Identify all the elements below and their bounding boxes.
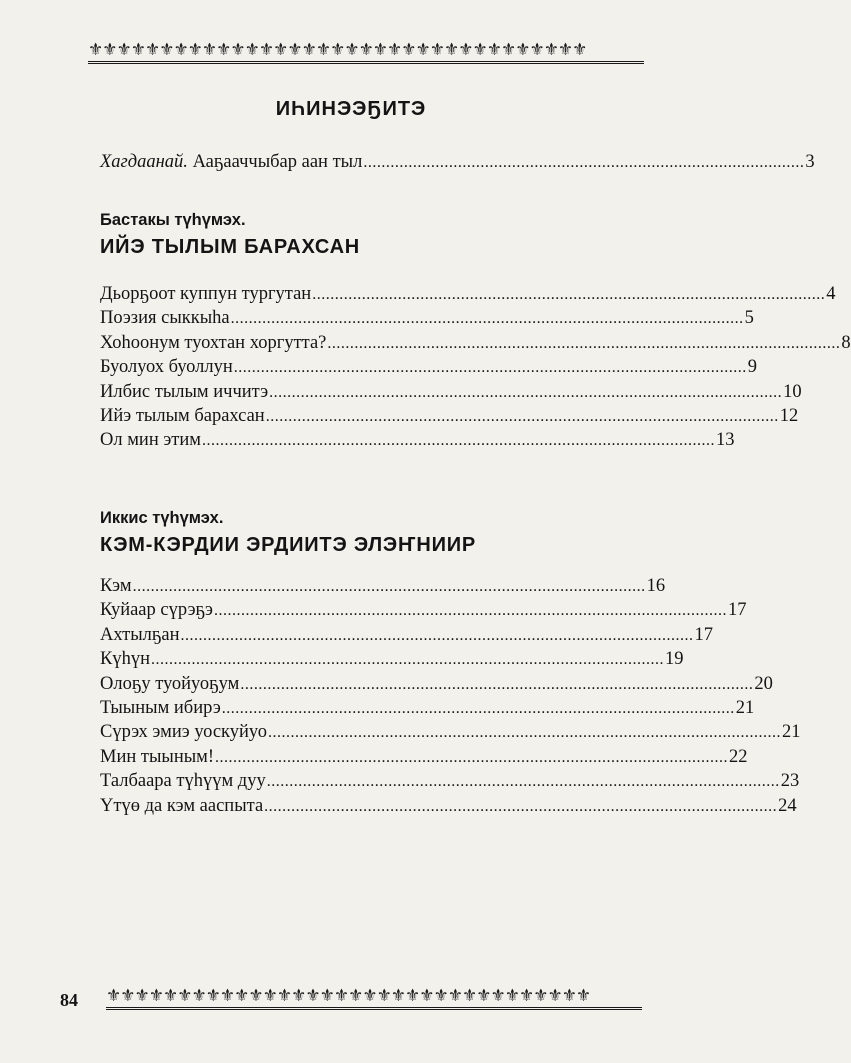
- toc-entry[interactable]: [100, 574, 666, 598]
- toc-entry-page: 23: [780, 771, 800, 792]
- toc-entry-label: Куйаар сүрэҕэ: [100, 600, 213, 621]
- toc-entry[interactable]: [100, 745, 748, 769]
- toc-entry-page: 13: [715, 430, 735, 451]
- toc-entry-label: Күһүн: [100, 649, 150, 670]
- leader-dots: ..................................................................................................................: [327, 334, 841, 352]
- part-1-label: Бастакы түһүмэх.: [100, 211, 246, 229]
- page-number: 84: [60, 990, 78, 1010]
- part-1-title: ИЙЭ ТЫЛЫМ БАРАХСАН: [100, 236, 361, 258]
- ornament-rule: [106, 1007, 642, 1010]
- toc-entry-page: 19: [665, 649, 684, 670]
- toc-entry[interactable]: [100, 428, 735, 452]
- leader-dots: ..................................................................................................................: [267, 724, 781, 742]
- toc-entry[interactable]: [100, 623, 714, 647]
- toc-entry-page: 12: [779, 405, 799, 426]
- toc-entry-page: 17: [727, 600, 747, 621]
- toc-entry-page: 10: [783, 381, 802, 402]
- toc-entry[interactable]: [100, 404, 799, 428]
- bottom-ornament-border: [106, 986, 642, 1012]
- toc-entry-label: Ийэ тылым барахсан: [100, 405, 265, 426]
- leader-dots: ..................................................................................................: [363, 154, 805, 171]
- toc-entry-page: 9: [747, 357, 758, 378]
- toc-entry[interactable]: [100, 720, 801, 744]
- toc-entry-page: 22: [729, 746, 748, 767]
- toc-entry-label: Мин тыыным!: [100, 746, 215, 767]
- toc-entry-page: 17: [694, 624, 714, 645]
- toc-entry[interactable]: [100, 696, 755, 720]
- toc-entry-page: 5: [744, 308, 754, 329]
- leader-dots: ..................................................................................................................: [221, 699, 735, 717]
- toc-entry-page: 16: [646, 576, 666, 596]
- page-title: ИҺИНЭЭҔИТЭ: [275, 98, 427, 120]
- toc-entry-label: Олоҕу туойуоҕум: [100, 673, 240, 694]
- leader-dots: ..................................................................................................................: [132, 578, 646, 595]
- toc-entry[interactable]: [100, 769, 800, 793]
- part-1-list: [100, 282, 851, 453]
- toc-entry-label: Кэм: [100, 576, 132, 596]
- leader-dots: ..................................................................................................................: [230, 310, 744, 328]
- toc-entry-page: 24: [778, 795, 797, 816]
- toc-entry[interactable]: [100, 355, 758, 379]
- toc-entry-label: Ол мин этим: [100, 430, 201, 451]
- toc-entry[interactable]: [100, 598, 747, 622]
- leader-dots: ..................................................................................................................: [266, 773, 780, 791]
- part-2-label: Иккис түһүмэх.: [100, 509, 224, 527]
- toc-entry[interactable]: [100, 672, 773, 696]
- toc-entry-label: Илбис тылым иччитэ: [100, 381, 269, 402]
- ornament-icon: ⚜⚜⚜⚜⚜⚜⚜⚜⚜⚜⚜⚜⚜⚜⚜⚜⚜⚜⚜⚜⚜⚜⚜⚜⚜⚜⚜⚜⚜⚜⚜⚜⚜⚜: [106, 986, 591, 1006]
- leader-dots: ..................................................................................................................: [201, 432, 715, 450]
- toc-entry-page: 21: [735, 697, 755, 718]
- toc-entry[interactable]: [100, 794, 797, 818]
- toc-prelude: [100, 150, 815, 174]
- toc-entry-label: Ахтылҕан: [100, 624, 180, 645]
- toc-entry-label: Дьорҕоот куппун тургутан: [100, 284, 312, 304]
- top-ornament-border: [88, 40, 644, 66]
- toc-entry[interactable]: [100, 647, 684, 671]
- toc-entry-label: Сүрэх эмиэ уоскуйуо: [100, 722, 267, 743]
- toc-entry-label: Буолуох буоллун: [100, 357, 233, 378]
- leader-dots: ..................................................................................................................: [180, 626, 694, 644]
- toc-entry-page: 4: [826, 284, 836, 304]
- toc-entry-label: Хоһоонум туохтан хоргутта?: [100, 332, 327, 353]
- toc-entry-label: Поэзия сыккыһа: [100, 308, 230, 329]
- ornament-rule: [88, 61, 644, 64]
- toc-entry-label: Үтүө да кэм ааспыта: [100, 795, 264, 816]
- leader-dots: ..................................................................................................................: [240, 675, 754, 693]
- toc-entry-page: 3: [805, 152, 815, 172]
- leader-dots: ..................................................................................................................: [215, 748, 729, 766]
- toc-entry[interactable]: [100, 306, 754, 330]
- toc-entry-page: 20: [754, 673, 773, 694]
- part-2-title: КЭМ-КЭРДИИ ЭРДИИТЭ ЭЛЭҤНИИР: [100, 534, 477, 556]
- toc-entry-label: Тыыным ибирэ: [100, 697, 221, 718]
- toc-entry-label: Талбаара түһүүм дуу: [100, 771, 266, 792]
- leader-dots: ..................................................................................................................: [151, 651, 664, 669]
- toc-entry[interactable]: [100, 150, 815, 174]
- leader-dots: ..................................................................................................................: [264, 797, 778, 815]
- leader-dots: ..................................................................................................................: [213, 602, 727, 620]
- toc-entry[interactable]: [100, 282, 836, 306]
- part-2-list: [100, 574, 801, 818]
- toc-entry[interactable]: [100, 331, 851, 355]
- leader-dots: ..................................................................................................................: [233, 359, 747, 377]
- leader-dots: ..................................................................................................................: [312, 286, 826, 303]
- ornament-icon: ⚜⚜⚜⚜⚜⚜⚜⚜⚜⚜⚜⚜⚜⚜⚜⚜⚜⚜⚜⚜⚜⚜⚜⚜⚜⚜⚜⚜⚜⚜⚜⚜⚜⚜⚜: [88, 40, 587, 60]
- toc-entry[interactable]: [100, 380, 802, 404]
- leader-dots: ..................................................................................................................: [269, 383, 783, 401]
- toc-entry-label: Хагдаанай. Ааҕааччыбар аан тыл: [100, 152, 363, 172]
- toc-entry-page: 21: [781, 722, 801, 743]
- toc-entry-page: 8: [841, 332, 851, 353]
- leader-dots: ..................................................................................................................: [265, 407, 779, 425]
